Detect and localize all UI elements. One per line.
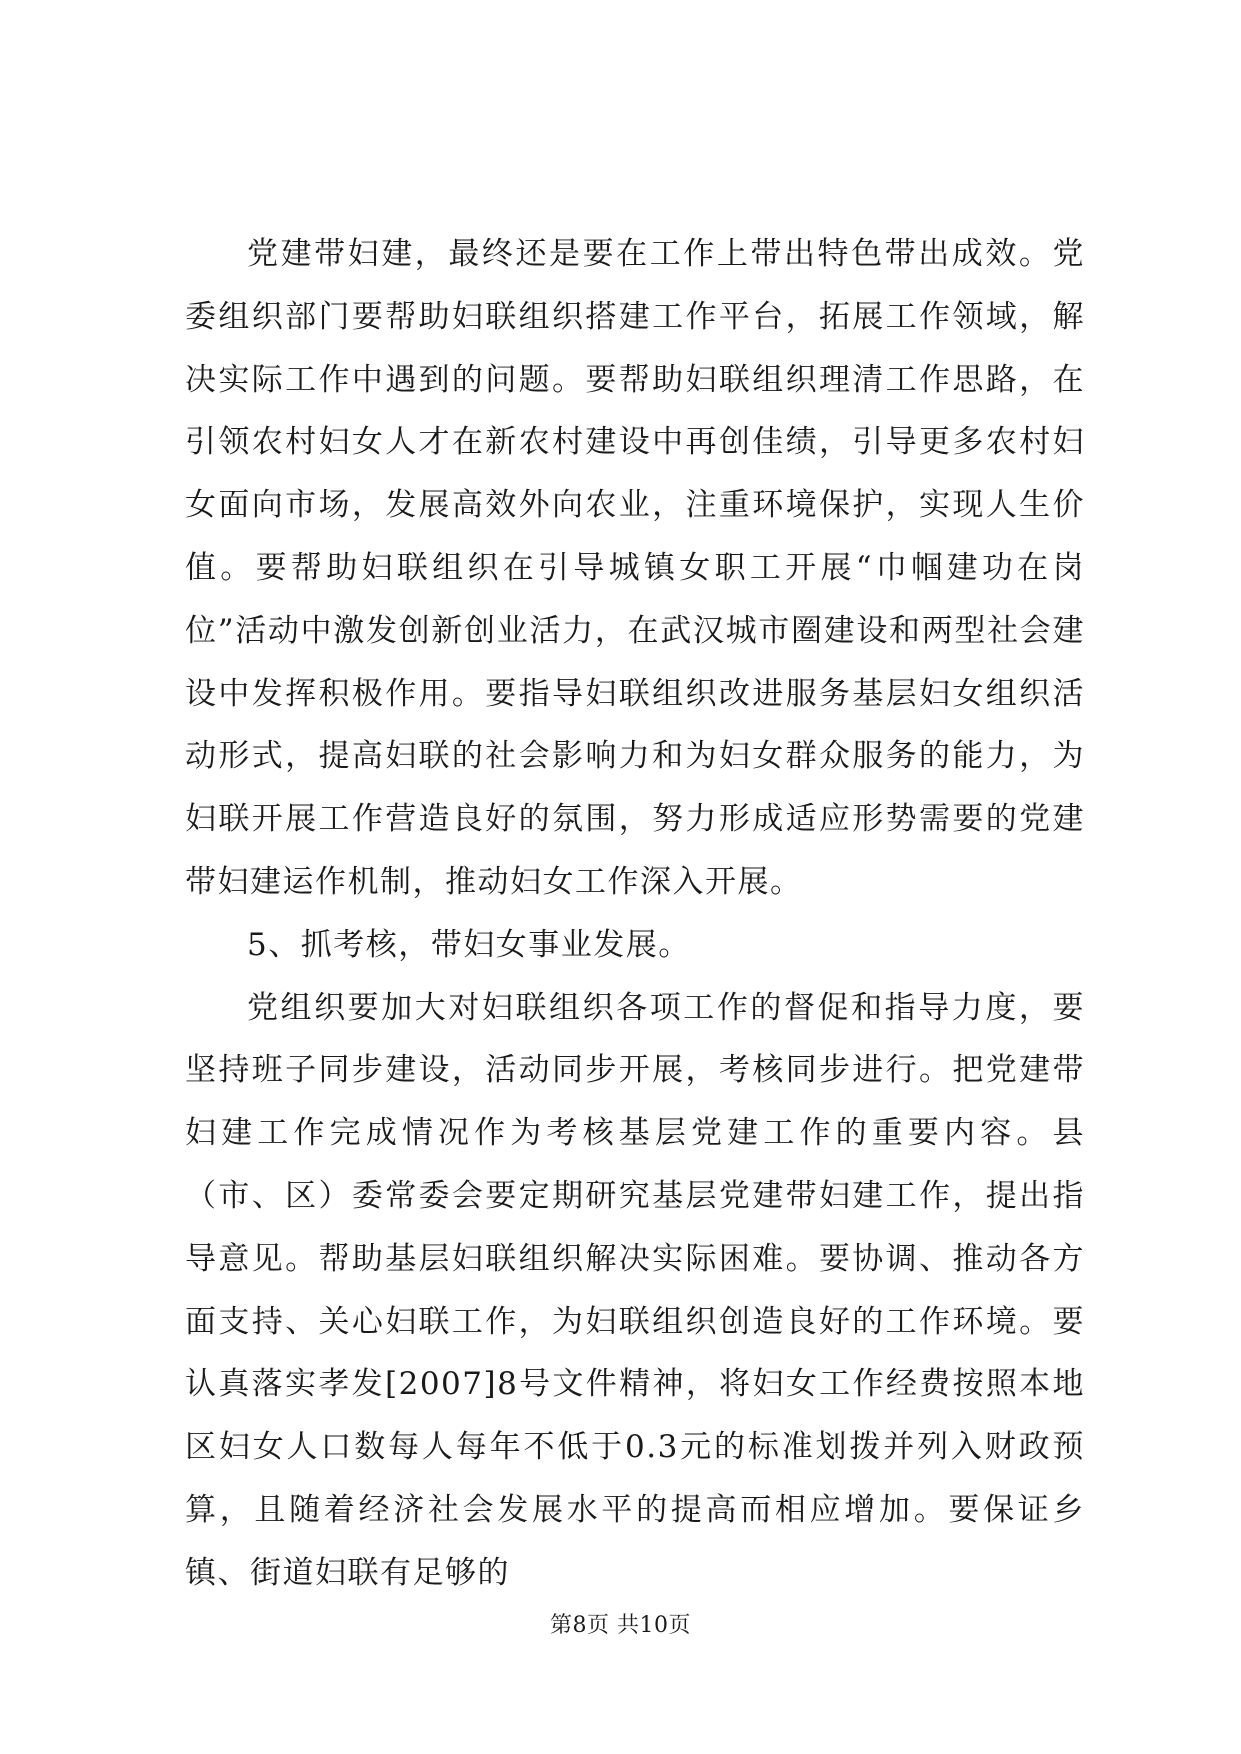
document-body: [185, 223, 1085, 1605]
section-heading: 5、抓考核，带妇女事业发展。: [247, 926, 691, 963]
paragraph-2: 党组织要加大对妇联组织各项工作的督促和指导力度，要坚持班子同步建设，活动同步开展，考核同步进行。把党建带妇建工作完成情况作为考核基层党建工作的重要内容。县（市、区）委常委会要定期研究基层党建带妇建工作，提出指导意见。帮助基层妇联组织解决实际困难。要协调、推动各方面支持、关心妇联工作，为妇联组织创造良好的工作环境。要认真落实孝发[2007]8号文件精神，将妇女工作经费按照本地区妇女人口数每人每年不低于0.3元的标准划拨并列入财政预算，且随着经济社会发展水平的提高而相应增加。要保证乡镇、街道妇联有足够的: [185, 989, 1085, 1591]
paragraph-1: 党建带妇建，最终还是要在工作上带出特色带出成效。党委组织部门要帮助妇联组织搭建工作平台，拓展工作领域，解决实际工作中遇到的问题。要帮助妇联组织理清工作思路，在引领农村妇女人才在新农村建设中再创佳绩，引导更多农村妇女面向市场，发展高效外向农业，注重环境保护，实现人生价值。要帮助妇联组织在引导城镇女职工开展“巾帼建功在岗位”活动中激发创新创业活力，在武汉城市圈建设和两型社会建设中发挥积极作用。要指导妇联组织改进服务基层妇女组织活动形式，提高妇联的社会影响力和为妇女群众服务的能力，为妇联开展工作营造良好的氛围，努力形成适应形势需要的党建带妇建运作机制，推动妇女工作深入开展。: [185, 236, 1085, 900]
page-footer: 第8页 共10页: [550, 1613, 691, 1638]
